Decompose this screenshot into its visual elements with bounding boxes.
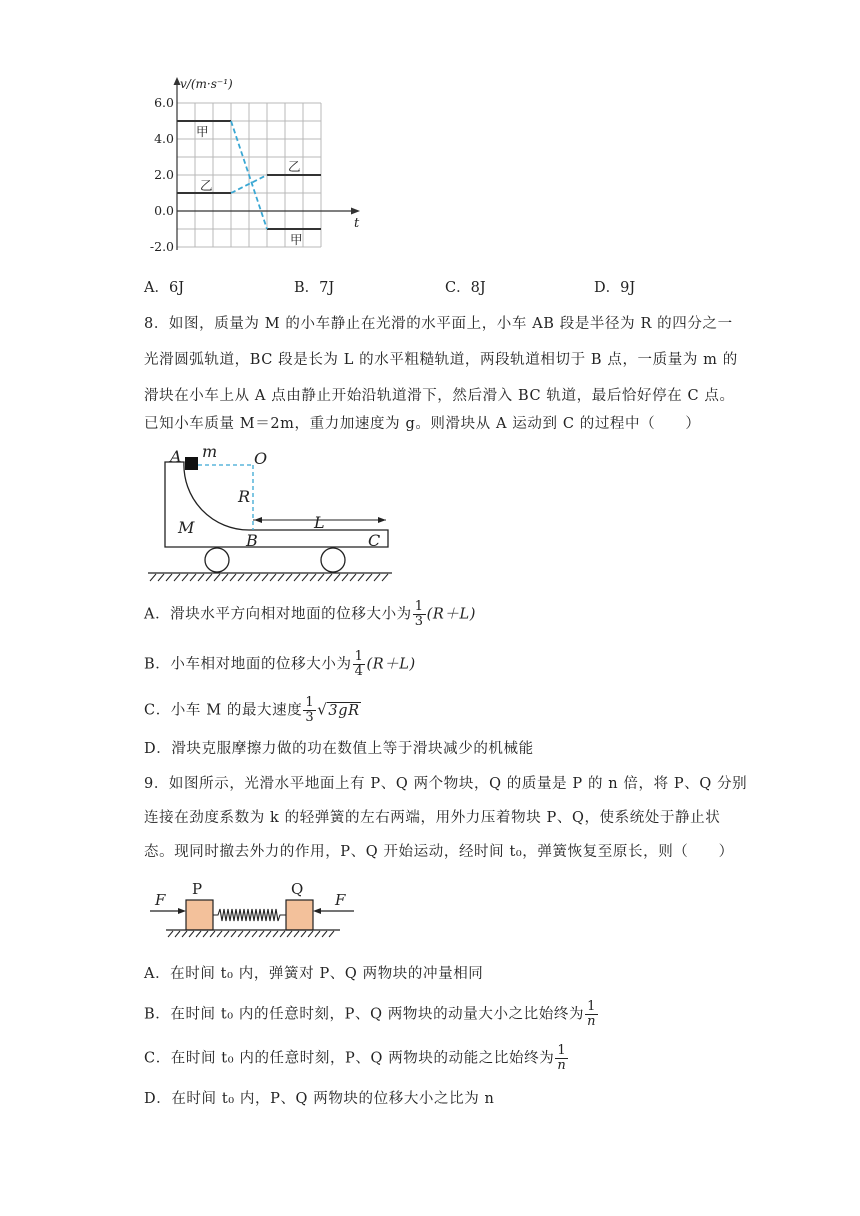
q8-stem-line: 光滑圆弧轨道，BC 段是长为 L 的水平粗糙轨道，两段轨道相切于 B 点，一质量为 m 的 [144,352,738,368]
series-label-jia: 甲 [290,232,303,247]
tick-label: 6.0 [154,95,174,110]
series-label-jia: 甲 [196,124,209,139]
spring-blocks-figure [140,878,365,940]
q9-option-a[interactable]: A．在时间 t₀ 内，弹簧对 P、Q 两物块的冲量相同 [144,966,484,982]
q9-option-b[interactable]: B．在时间 t₀ 内的任意时刻，P、Q 两物块的动量大小之比始终为 $\frac{1}{n}$ [144,999,597,1029]
label-m: m [202,442,218,461]
label-Q: Q [291,880,304,898]
label-A: A [170,447,182,466]
label-F-left: F [155,891,166,909]
q7-option-a[interactable]: A．6J [144,280,185,296]
q7-option-c[interactable]: C．8J [445,280,486,296]
q8-stem-line: 8．如图，质量为 M 的小车静止在光滑的水平面上，小车 AB 段是半径为 R 的四分之一 [144,316,733,332]
label-O: O [254,449,268,468]
q8-option-a[interactable]: A．滑块水平方向相对地面的位移大小为 $\frac{1}{3}$ (R＋L) [144,599,477,629]
block-P [186,900,213,930]
tick-label: 0.0 [154,203,174,218]
q9-stem-line: 连接在劲度系数为 k 的轻弹簧的左右两端，用外力压着物块 P、Q，使系统处于静止状 [144,810,721,826]
q7-option-b[interactable]: B．7J [294,280,335,296]
q9-stem-line: 9．如图所示，光滑水平地面上有 P、Q 两个物块，Q 的质量是 P 的 n 倍，将 P、Q 分别 [144,776,748,792]
label-F-right: F [335,891,346,909]
spring [213,909,286,921]
label-L: L [314,513,325,532]
label-B: B [246,531,258,550]
label-R: R [238,487,251,506]
x-axis-label: t [354,216,360,231]
series-label-yi: 乙 [288,159,301,174]
q9-option-d[interactable]: D．在时间 t₀ 内，P、Q 两物块的位移大小之比为 n [144,1091,495,1107]
label-C: C [368,531,381,550]
y-axis-label: v/(m·s⁻¹) [180,77,233,91]
q8-option-d[interactable]: D．滑块克服摩擦力做的功在数值上等于滑块减少的机械能 [144,741,534,757]
tick-label: 4.0 [154,131,174,146]
tick-label: 2.0 [154,167,174,182]
label-P: P [192,880,203,898]
q9-option-c[interactable]: C．在时间 t₀ 内的任意时刻，P、Q 两物块的动能之比始终为 $\frac{1}{n}$ [144,1043,567,1073]
label-M: M [178,518,195,537]
q8-stem-line: 滑块在小车上从 A 点由静止开始沿轨道滑下，然后滑入 BC 轨道，最后恰好停在 C 点。 [144,388,735,404]
slider-block [185,457,198,470]
q9-stem-line: 态。现同时撤去外力的作用，P、Q 开始运动，经时间 t₀，弹簧恢复至原长，则（ ） [144,844,734,860]
series-label-yi: 乙 [200,178,213,193]
q7-option-d[interactable]: D．9J [594,280,636,296]
cart-track-figure [140,440,405,590]
block-Q [286,900,313,930]
q8-stem-line: 已知小车质量 M＝2m，重力加速度为 g。则滑块从 A 运动到 C 的过程中（ ） [144,416,701,432]
q8-option-b[interactable]: B．小车相对地面的位移大小为 $\frac{1}{4}$ (R＋L) [144,649,416,679]
tick-label: -2.0 [149,239,174,254]
velocity-time-graph [140,70,380,260]
q8-option-c[interactable]: C．小车 M 的最大速度 $\frac{1}{3}$ √3gR [144,695,360,725]
